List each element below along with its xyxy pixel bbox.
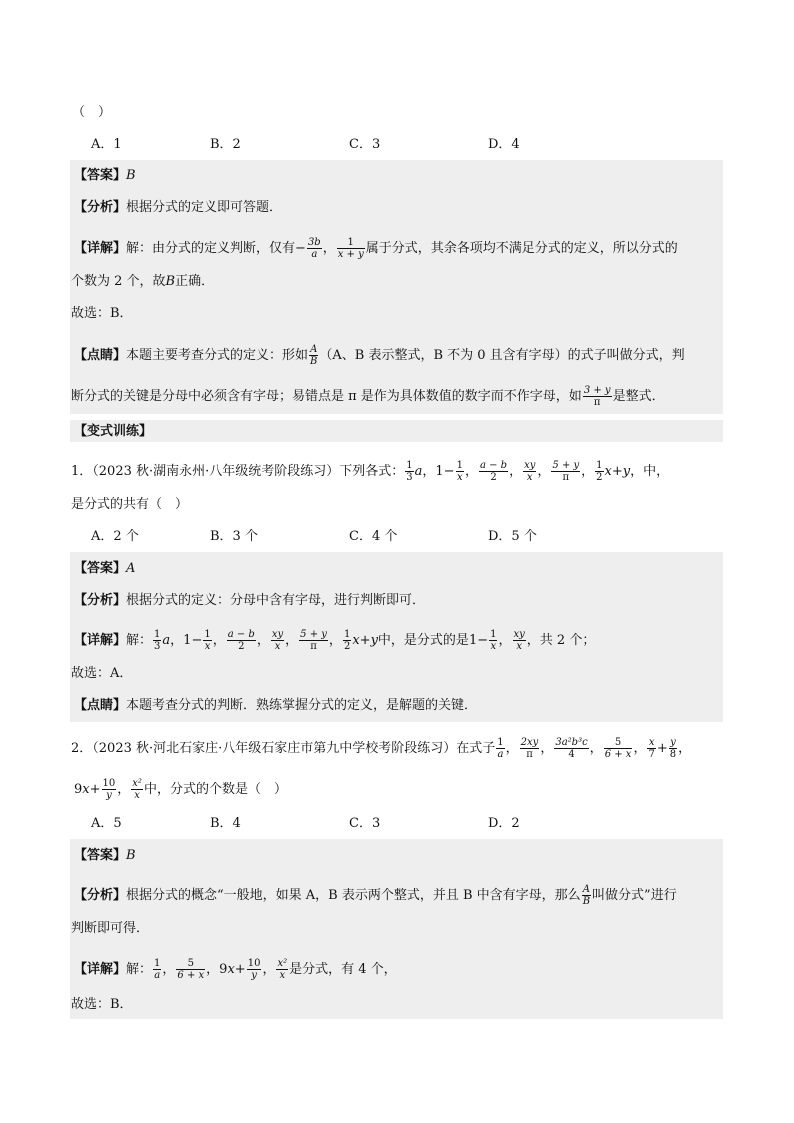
comment-text: 本题考查分式的判断．熟练掌握分式的定义，是解题的关键． (126, 698, 478, 713)
fraction-2xy-over-pi: $\frac{2xy}{\pi}$ (520, 737, 539, 760)
q1-analysis-line (74, 593, 794, 609)
answer-tag: 【答案】 (74, 561, 127, 576)
fraction-5-over-6-plus-x: $\frac{5}{6 + x}$ (604, 737, 632, 760)
q2-stem-line-2: 9x+ $\frac{10}{y}$ ， $\frac{\text{x²}}{x}$ 中，分式的个数是（ ） (74, 778, 287, 801)
q0-option-d[interactable]: D．4 (488, 137, 520, 152)
detail-text: 解：由分式的定义判断，仅有 (126, 241, 296, 256)
q1-stem-line-2: 是分式的共有（ ） (71, 497, 189, 512)
q1-option-d[interactable]: D．5 个 (488, 529, 537, 544)
q0-option-b[interactable]: B．2 (210, 137, 241, 152)
q1-answer-line (74, 561, 794, 577)
fraction-1-over-x: $\frac{1}{x}$ (204, 629, 211, 652)
fraction-a-over-b: $\frac{A}{B}$ (310, 344, 318, 367)
analysis-tag: 【分析】 (74, 200, 127, 215)
q1-detail-line: 【详解】解： $\frac{1}{3}$ a，1− $\frac{1}{x}$ ， $\frac{a - b}{2}$ ， $\frac{xy}{x}$ ， $\frac{5 + y}{\pi}$ ， $\frac{1}{2}$ x+y中，是分式的是1− $\frac{1}{x}$ ， $\frac{xy}{x}$ ，共 2 个； (74, 629, 596, 652)
fraction-1-over-2: $\frac{1}{2}$ (596, 460, 603, 483)
fraction-10-over-y: $\frac{10}{y}$ (247, 958, 261, 981)
q0-choose-line: 故选：B． (71, 306, 133, 321)
fraction-1-over-x-plus-y: $\frac{1}{x + y}$ (337, 237, 364, 260)
q0-option-a[interactable]: A．1 (91, 137, 122, 152)
q2-option-a[interactable]: A．5 (91, 816, 122, 831)
q2-stem-line-1: 2．（2023 秋·河北石家庄·八年级石家庄市第九中学校考阶段练习）在式子 $\frac{1}{a}$ ， $\frac{2xy}{\pi}$ ， $\frac{\text{3a²b³c}}{4}$ ， $\frac{5}{6 + x}$ ， $\frac{x}{7}$ + $\frac{y}{8}$ ， (71, 737, 692, 760)
fraction-1-over-x: $\frac{1}{x}$ (456, 460, 463, 483)
comment-text: 断分式的关键是分母中必须含有字母；易错点是 π 是作为具体数值的数字而不作字母，如 (71, 389, 582, 404)
fraction-1-over-3: $\frac{1}{3}$ (406, 460, 413, 483)
fraction-y-over-8: $\frac{y}{8}$ (669, 737, 677, 760)
q1-option-a[interactable]: A．2 个 (91, 529, 139, 544)
q1-option-b[interactable]: B．3 个 (210, 529, 258, 544)
fraction-1-over-2: $\frac{1}{2}$ (343, 629, 351, 652)
analysis-text: 根据分式的定义即可答题． (126, 200, 283, 215)
question-paren: （ ） (72, 105, 112, 120)
q1-stem-text: ，中， (630, 464, 670, 479)
q0-analysis-line (74, 200, 794, 216)
q2-analysis-line-1 (74, 884, 794, 907)
fraction-xy-over-x: $\frac{xy}{x}$ (524, 460, 536, 483)
answer-value: A (126, 561, 136, 576)
fraction-1-over-a: $\frac{1}{a}$ (497, 737, 504, 760)
comment-text: 是整式． (612, 389, 665, 404)
fraction-xy-over-x: $\frac{xy}{x}$ (271, 629, 284, 652)
fraction-1-over-3: $\frac{1}{3}$ (154, 629, 161, 652)
q0-comment-line-1 (74, 344, 794, 367)
q0-answer-line (74, 168, 794, 184)
fraction-5-plus-y-over-pi: $\frac{5 + y}{\pi}$ (552, 460, 580, 483)
detail-text: 属于分式，其余各项均不满足分式的定义，所以分式的 (365, 241, 678, 256)
analysis-text: 根据分式的概念“一般地，如果 A，B 表示两个整式，并且 B 中含有字母，那么 (126, 888, 581, 903)
q1-stem-text: 1．（2023 秋·湖南永州·八年级统考阶段练习）下列各式： (71, 464, 405, 479)
fraction-a-over-b: $\frac{A}{B}$ (582, 884, 591, 907)
q2-option-b[interactable]: B．4 (210, 816, 241, 831)
q0-comment-line-2 (71, 385, 794, 408)
detail-tag: 【详解】 (74, 633, 127, 648)
q0-detail-line-1: 【详解】解：由分式的定义判断，仅有− $\frac{3b}{a}$ ， $\frac{1}{x + y}$ 属于分式，其余各项均不满足分式的定义，所以分式的 (74, 237, 678, 260)
q0-detail-line-2: 个数为 2 个，故B正确． (71, 274, 215, 289)
fraction-a-minus-b-over-2: $\frac{a - b}{2}$ (479, 460, 508, 483)
q2-detail-line: 【详解】解： $\frac{1}{a}$ ， $\frac{5}{6 + x}$ ，9x+ $\frac{10}{y}$ ， $\frac{\text{x²}}{x}$ 是分式，有 4 个， (74, 958, 397, 981)
answer-value: B (126, 168, 136, 183)
detail-text: 正确． (175, 274, 215, 289)
comment-tag: 【点睛】 (74, 698, 127, 713)
answer-tag: 【答案】 (74, 168, 127, 183)
q2-answer-line (74, 848, 794, 864)
fraction-5-over-6-plus-x: $\frac{5}{6 + x}$ (177, 958, 205, 981)
fraction-x2-over-x: $\frac{\text{x²}}{x}$ (277, 958, 288, 981)
variant-title: 【变式训练】 (74, 424, 153, 439)
q2-option-d[interactable]: D．2 (488, 816, 520, 831)
comment-text: （A、B 表示整式，B 不为 0 且含有字母）的式子叫做分式，判 (319, 348, 685, 363)
comment-tag: 【点睛】 (74, 348, 127, 363)
analysis-text: 根据分式的定义：分母中含有字母，进行判断即可． (126, 593, 426, 608)
fraction-10-over-y: $\frac{10}{y}$ (102, 778, 116, 801)
detail-tag: 【详解】 (74, 241, 127, 256)
detail-tag: 【详解】 (74, 962, 127, 977)
q2-option-c[interactable]: C．3 (349, 816, 381, 831)
q1-option-c[interactable]: C．4 个 (349, 529, 398, 544)
fraction-x-over-7: $\frac{x}{7}$ (648, 737, 655, 760)
q0-option-c[interactable]: C．3 (349, 137, 381, 152)
q2-choose-line: 故选：B． (71, 997, 133, 1012)
fraction-xy-over-x: $\frac{xy}{x}$ (513, 629, 525, 652)
comment-text: 本题主要考查分式的定义：形如 (126, 348, 309, 363)
q2-analysis-line-2: 判断即可得． (71, 921, 150, 936)
q2-stem-text: 中，分式的个数是（ ） (143, 782, 287, 797)
fraction-3-plus-y-over-pi: $\frac{3 + y}{\pi}$ (583, 385, 611, 408)
answer-value: B (126, 848, 136, 863)
fraction-a-minus-b-over-2: $\frac{a - b}{2}$ (227, 629, 255, 652)
q1-stem-line-1: 1．（2023 秋·湖南永州·八年级统考阶段练习）下列各式： $\frac{1}{3}$ a，1− $\frac{1}{x}$ ， $\frac{a - b}{2}$ ， $\frac{xy}{x}$ ， $\frac{5 + y}{\pi}$ ， $\frac{1}{2}$ x+y，中， (71, 460, 670, 483)
fraction-1-over-a: $\frac{1}{a}$ (154, 958, 161, 981)
answer-tag: 【答案】 (74, 848, 127, 863)
fraction-1-over-x: $\frac{1}{x}$ (490, 629, 497, 652)
q1-choose-line: 故选：A． (71, 666, 133, 681)
analysis-text: 叫做分式”进行 (592, 888, 677, 903)
q2-stem-text: 2．（2023 秋·河北石家庄·八年级石家庄市第九中学校考阶段练习）在式子 (71, 741, 496, 756)
fraction-3a2b3c-over-4: $\frac{\text{3a²b³c}}{4}$ (555, 737, 588, 760)
fraction-5-plus-y-over-pi: $\frac{5 + y}{\pi}$ (300, 629, 327, 652)
fraction-x2-over-x: $\frac{\text{x²}}{x}$ (132, 778, 142, 801)
detail-text: 个数为 2 个，故 (71, 274, 166, 289)
analysis-tag: 【分析】 (74, 888, 127, 903)
analysis-tag: 【分析】 (74, 593, 127, 608)
q1-comment-line (74, 698, 794, 714)
fraction-3b-over-a: $\frac{3b}{a}$ (307, 237, 321, 260)
